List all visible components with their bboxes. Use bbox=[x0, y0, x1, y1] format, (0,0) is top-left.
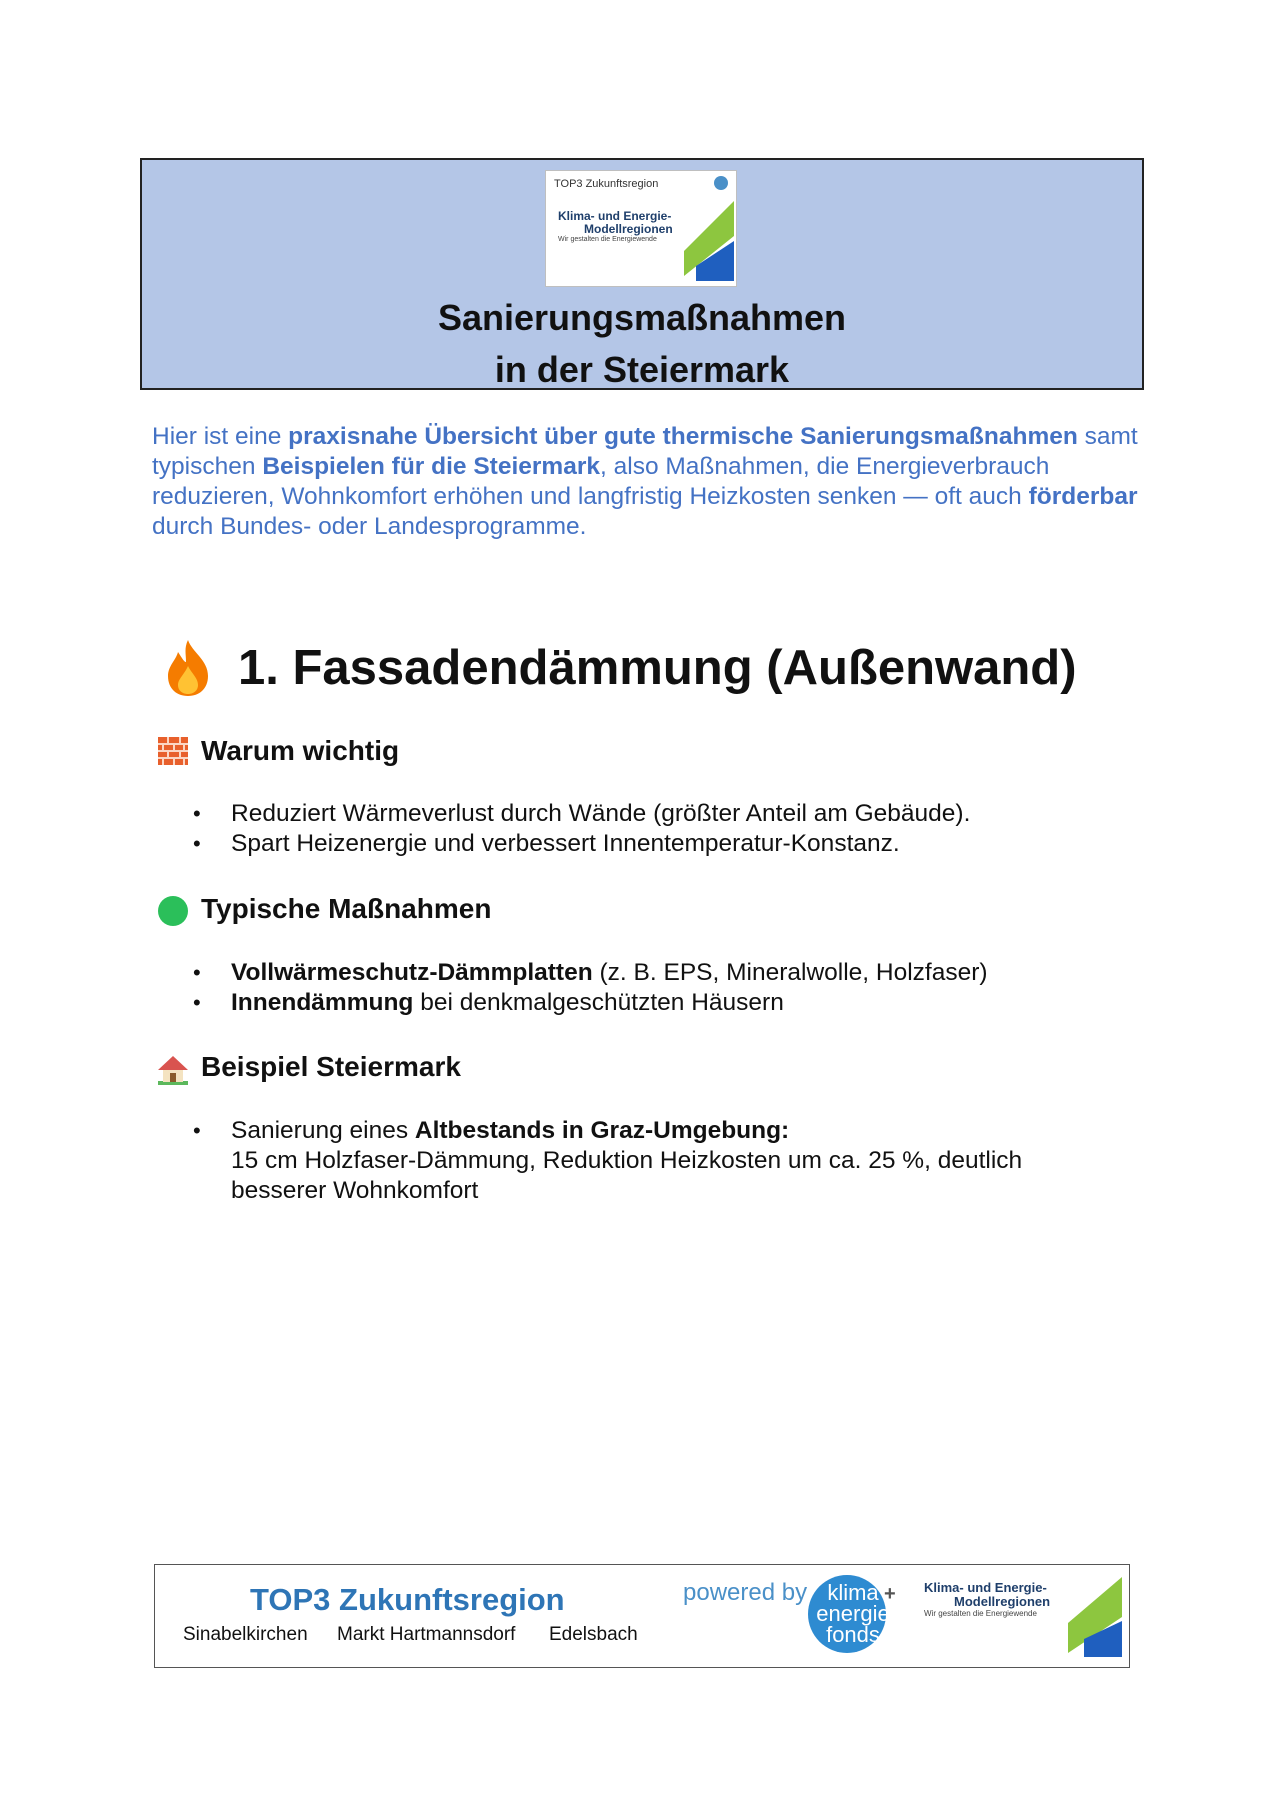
logo-name-line1: Klima- und Energie- bbox=[558, 209, 672, 223]
item-text: bei denkmalgeschützten Häusern bbox=[413, 989, 784, 1016]
fund-name-line: klima bbox=[827, 1580, 879, 1605]
measures-list bbox=[231, 958, 1131, 1018]
kem-name-line2: Modellregionen bbox=[954, 1594, 1051, 1609]
list-item bbox=[231, 958, 1131, 988]
why-list bbox=[231, 799, 1131, 859]
intro-text: samt typischen bbox=[152, 423, 1138, 480]
item-bold: Altbestands in Graz-Umgebung: bbox=[414, 1117, 790, 1144]
intro-bold: Beispielen für die Steiermark bbox=[262, 453, 601, 480]
fund-name-line: energie bbox=[816, 1601, 890, 1626]
logo-name-line2: Modellregionen bbox=[584, 222, 673, 236]
list-item: • Reduziert Wärmeverlust durch Wände (größter Anteil am Gebäude). bbox=[231, 799, 1131, 829]
footer-title: TOP3 Zukunftsregion bbox=[250, 1582, 565, 1617]
fund-name-line: fonds bbox=[826, 1622, 880, 1647]
item-bold: Vollwärmeschutz-Dämmplatten bbox=[231, 959, 593, 986]
kem-name-line1: Klima- und Energie- bbox=[924, 1580, 1047, 1595]
green-circle-icon bbox=[157, 895, 189, 927]
kem-stripe-icon bbox=[1060, 1577, 1122, 1657]
page-title-line1: Sanierungsmaßnahmen bbox=[437, 297, 847, 338]
intro-bold: förderbar bbox=[1028, 483, 1138, 510]
intro-bold: praxisnahe Übersicht über gute thermische Sanierungsmaßnahmen bbox=[288, 423, 1078, 450]
list-item bbox=[231, 1116, 1131, 1206]
footer-place: Edelsbach bbox=[549, 1624, 638, 1645]
footer-place: Sinabelkirchen bbox=[183, 1624, 308, 1645]
kem-logo bbox=[545, 170, 737, 287]
intro-paragraph bbox=[152, 422, 1142, 542]
intro-text: durch Bundes- oder Landesprogramme. bbox=[152, 513, 587, 540]
logo-stripe-icon bbox=[674, 201, 734, 281]
kem-tagline: Wir gestalten die Energiewende bbox=[924, 1609, 1037, 1618]
house-icon bbox=[156, 1055, 190, 1085]
section-title: 1. Fassadendämmung (Außenwand) bbox=[238, 641, 1077, 695]
intro-text: Hier ist eine bbox=[152, 423, 289, 450]
powered-by-label: powered by bbox=[683, 1579, 808, 1606]
page-title-line2: in der Steiermark bbox=[494, 349, 790, 390]
fund-plus: + bbox=[884, 1583, 896, 1605]
footer-place: Markt Hartmannsdorf bbox=[337, 1624, 516, 1645]
item-text: Sanierung eines bbox=[231, 1117, 415, 1144]
list-item: • Spart Heizenergie und verbessert Innentemperatur-Konstanz. bbox=[231, 829, 1131, 859]
example-list bbox=[231, 1116, 1131, 1206]
logo-top-label: TOP3 Zukunftsregion bbox=[554, 178, 659, 190]
intro-text: , also Maßnahmen, die Energieverbrauch reduzieren, Wohnkomfort erhöhen und langfristig Heizkosten senken — oft auch bbox=[152, 453, 1050, 510]
example-heading: Beispiel Steiermark bbox=[201, 1051, 461, 1082]
list-item bbox=[231, 988, 1131, 1018]
item-text: (z. B. EPS, Mineralwolle, Holzfaser) bbox=[592, 959, 988, 986]
logo-tagline: Wir gestalten die Energiewende bbox=[558, 236, 657, 243]
globe-icon bbox=[714, 176, 728, 190]
page-title bbox=[140, 292, 1144, 396]
item-text: 15 cm Holzfaser-Dämmung, Reduktion Heizkosten um ca. 25 %, deutlich bbox=[231, 1147, 1023, 1174]
measures-heading: Typische Maßnahmen bbox=[201, 893, 492, 924]
item-bold: Innendämmung bbox=[231, 989, 414, 1016]
fire-icon bbox=[164, 638, 212, 698]
why-heading: Warum wichtig bbox=[201, 735, 400, 766]
item-text: besserer Wohnkomfort bbox=[231, 1177, 479, 1204]
brick-icon bbox=[158, 737, 188, 765]
